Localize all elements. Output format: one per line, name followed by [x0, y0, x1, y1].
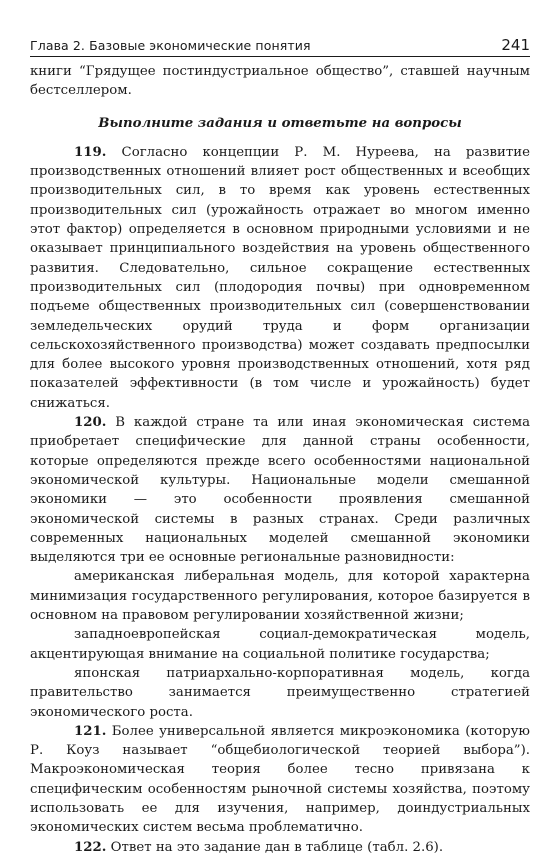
list-item: западноевропейская социал-демократическая модель, акцентирующая внимание на социальной политике государства;: [30, 627, 530, 662]
answer-119: [30, 143, 530, 413]
running-head: [30, 36, 530, 54]
answer-number: 122.: [74, 839, 107, 855]
answer-text: Более универсальной является микроэкономика (которую Р. Коуз называет “общебиологической теорией выбора”). Макроэкономическая теория более тесно привязана к специфическим особенностям рыночной системы хозяйства, поэтому использовать ее для изучения, например, доиндустриальных экономических систем весьма проблематично.: [30, 723, 530, 836]
answer-121: [30, 722, 530, 838]
body-text: [30, 62, 530, 857]
section-heading: Выполните задания и ответьте на вопросы: [98, 115, 462, 131]
answer-120: [30, 413, 530, 567]
answer-text: Ответ на это задание дан в таблице (табл. 2.6).: [110, 839, 444, 855]
answer-122: [30, 838, 530, 857]
answer-number: 119.: [74, 144, 107, 160]
answer-number: 121.: [74, 723, 107, 739]
list-item: американская либеральная модель, для которой характерна минимизация государственного регулирования, которое базируется в основном на правовом регулировании хозяйственной жизни;: [30, 569, 530, 624]
page-number: 241: [501, 36, 530, 54]
answer-text: В каждой стране та или иная экономическая система приобретает специфические для данной страны особенности, которые определяются прежде всего особенностями национальной экономической культуры. Национальные модели смешанной экономики — это особенности проявления смешанной экономической системы в разных странах. Среди различных современных национальных моделей смешанной экономики выделяются три ее основные региональные разновидности:: [30, 415, 530, 566]
intro-paragraph: книги “Грядущее постиндустриальное общество”, ставшей научным бестселлером.: [30, 64, 530, 99]
list-item: японская патриархально-корпоративная модель, когда правительство занимается преимущественно стратегией экономического роста.: [30, 665, 530, 720]
header-rule: [30, 56, 530, 57]
answer-text: Согласно концепции Р. М. Нуреева, на развитие производственных отношений влияет рост общественных и всеобщих производительных сил, в то время как уровень естественных производительных сил (урожайность отражает во многом именно этот фактор) определяется в основном природными условиями и не оказывает принципиального воздействия на уровень общественного развития. Следовательно, сильное сокращение естественных производительных сил (плодородия почвы) при одновременном подъеме общественных производительных сил (совершенствовании земледельческих орудий труда и форм организации сельскохозяйственного производства) может создавать предпосылки для более высокого уровня производственных отношений, хотя ряд показателей эффективности (в том числе и урожайность) будет снижаться.: [30, 144, 530, 411]
answer-number: 120.: [74, 415, 107, 431]
chapter-title: Глава 2. Базовые экономические понятия: [30, 38, 311, 53]
